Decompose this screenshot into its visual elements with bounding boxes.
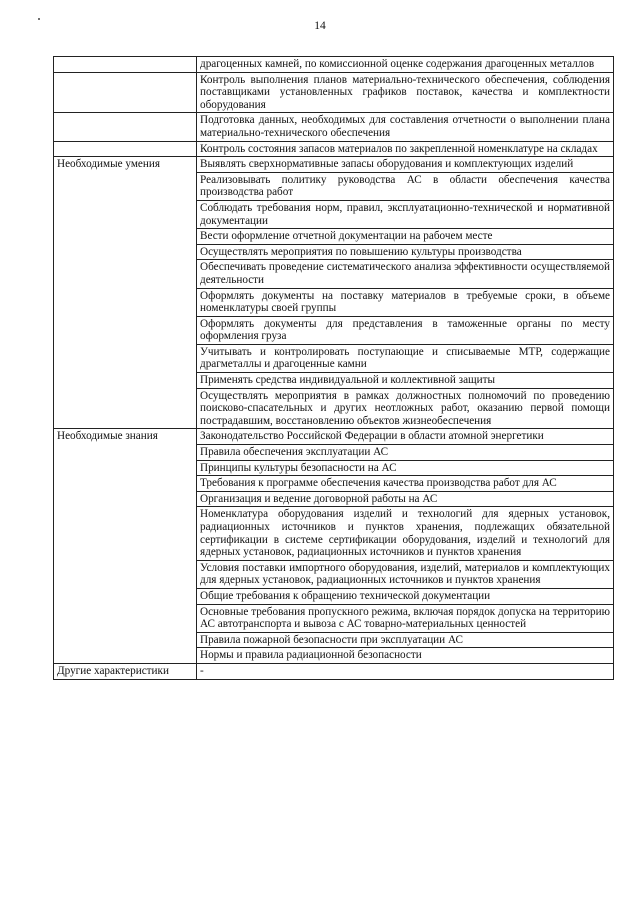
table-cell: Подготовка данных, необходимых для составления отчетности о выполнении плана материально-технического обеспечения [197, 113, 614, 141]
table-cell: Оформлять документы на поставку материалов в требуемые сроки, в объеме номенклатуры своей группы [197, 288, 614, 316]
skills-label: Необходимые умения [54, 157, 197, 429]
table-row [54, 113, 614, 141]
requirements-table [53, 56, 614, 680]
other-value: - [197, 663, 614, 679]
table-cell: Правила пожарной безопасности при эксплуатации АС [197, 632, 614, 648]
table-cell: Требования к программе обеспечения качества производства работ для АС [197, 476, 614, 492]
table-cell: Контроль состояния запасов материалов по закрепленной номенклатуре на складах [197, 141, 614, 157]
table-row [54, 663, 614, 679]
other-label: Другие характеристики [54, 663, 197, 679]
table-cell: Обеспечивать проведение систематического анализа эффективности осуществляемой деятельности [197, 260, 614, 288]
table-cell: Принципы культуры безопасности на АС [197, 460, 614, 476]
table-row [54, 57, 614, 73]
table-row [54, 141, 614, 157]
table-cell: Нормы и правила радиационной безопасности [197, 648, 614, 664]
empty-label-cell [54, 72, 197, 113]
empty-label-cell [54, 57, 197, 73]
table-cell: Учитывать и контролировать поступающие и списываемые МТР, содержащие драгметаллы и драгоценные камни [197, 344, 614, 372]
table-cell: драгоценных камней, по комиссионной оценке содержания драгоценных металлов [197, 57, 614, 73]
table-cell: Осуществлять мероприятия в рамках должностных полномочий по проведению поисково-спасательных и других неотложных работ, оказанию первой помощи пострадавшим, восстановлению объектов жизнеобеспечения [197, 388, 614, 429]
table-cell: Законодательство Российской Федерации в области атомной энергетики [197, 429, 614, 445]
table-cell: Общие требования к обращению технической документации [197, 588, 614, 604]
table-cell: Осуществлять мероприятия по повышению культуры производства [197, 244, 614, 260]
empty-label-cell [54, 141, 197, 157]
empty-label-cell [54, 113, 197, 141]
page-number: 14 [314, 20, 326, 32]
table-cell: Соблюдать требования норм, правил, эксплуатационно-технической и нормативной документации [197, 200, 614, 228]
table-cell: Правила обеспечения эксплуатации АС [197, 445, 614, 461]
table-cell: Основные требования пропускного режима, включая порядок допуска на территорию АС автотранспорта и вывоза с АС товарно-материальных ценностей [197, 604, 614, 632]
table-cell: Реализовывать политику руководства АС в области обеспечения качества производства работ [197, 172, 614, 200]
knowledge-label: Необходимые знания [54, 429, 197, 664]
table-cell: Контроль выполнения планов материально-технического обеспечения, соблюдения поставщиками установленных графиков поставок, качества и комплектности оборудования [197, 72, 614, 113]
table-cell: Условия поставки импортного оборудования, изделий, материалов и комплектующих для ядерных установок, радиационных источников и пунктов хранения [197, 560, 614, 588]
table-cell: Организация и ведение договорной работы на АС [197, 491, 614, 507]
table-cell: Выявлять сверхнормативные запасы оборудования и комплектующих изделий [197, 157, 614, 173]
table-cell: Оформлять документы для представления в таможенные органы по месту оформления груза [197, 316, 614, 344]
table-cell: Вести оформление отчетной документации на рабочем месте [197, 229, 614, 245]
table-row [54, 429, 614, 445]
table-cell: Применять средства индивидуальной и коллективной защиты [197, 373, 614, 389]
table-cell: Номенклатура оборудования изделий и технологий для ядерных установок, радиационных источников и пунктов хранения, подлежащих обязательной сертификации в системе сертификации оборудования, изделий и технологий для ядерных установок, радиационных источников и пунктов хранения [197, 507, 614, 560]
table-row [54, 157, 614, 173]
table-row [54, 72, 614, 113]
